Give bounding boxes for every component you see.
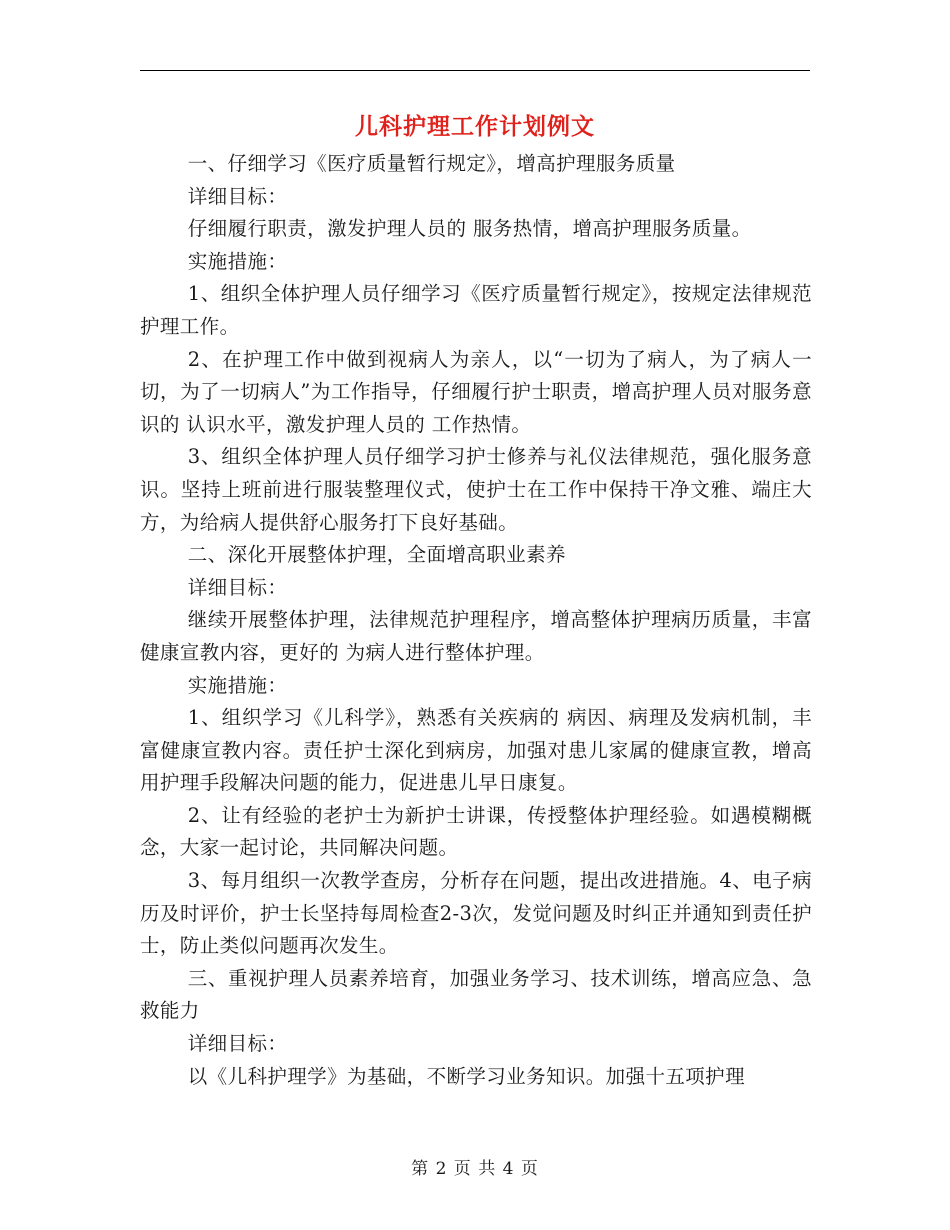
measures-label: 实施措施： [187, 249, 288, 273]
paragraph: 以《儿科护理学》为基础，不断学习业务知识。加强十五项护理 [187, 1064, 745, 1088]
page-number: 第 2 页 共 4 页 [411, 1159, 539, 1179]
goal-label: 详细目标： [187, 1032, 288, 1056]
paragraph: 2、在护理工作中做到视病人为亲人，以“一切为了病人，为了病人一切，为了一切病人”为工作指导，仔细履行护士职责，增高护理人员对服务意识的 认识水平，激发护理人员的 工作热情。 [140, 347, 812, 436]
paragraph: 1、组织学习《儿科学》，熟悉有关疾病的 病因、病理及发病机制，丰富健康宣教内容。责任护士深化到病房，加强对患儿家属的健康宣教，增高用护理手段解决问题的能力，促进患儿早日康复。 [140, 706, 812, 795]
document-body [140, 148, 812, 1093]
document-title: 儿科护理工作计划例文 [355, 113, 595, 140]
paragraph: 仔细履行职责，激发护理人员的 服务热情，增高护理服务质量。 [187, 217, 752, 241]
paragraph: 2、让有经验的老护士为新护士讲课，传授整体护理经验。如遇模糊概念，大家一起讨论，共同解决问题。 [140, 803, 812, 860]
measures-label: 实施措施： [187, 673, 288, 697]
header-rule [140, 70, 810, 71]
section-heading-1: 一、仔细学习《医疗质量暂行规定》，增高护理服务质量 [187, 152, 676, 175]
section-heading-3: 三、重视护理人员素养培育，加强业务学习、技术训练，增高应急、急救能力 [140, 966, 812, 1023]
paragraph: 3、每月组织一次教学查房，分析存在问题，提出改进措施。4、电子病历及时评价，护士长坚持每周检查2-3次，发觉问题及时纠正并通知到责任护士，防止类似问题再次发生。 [140, 869, 812, 958]
paragraph: 继续开展整体护理，法律规范护理程序，增高整体护理病历质量，丰富健康宣教内容，更好的 为病人进行整体护理。 [140, 608, 812, 664]
section-heading-2: 二、深化开展整体护理，全面增高职业素养 [187, 543, 566, 567]
paragraph: 1、组织全体护理人员仔细学习《医疗质量暂行规定》，按规定法律规范护理工作。 [140, 282, 812, 338]
goal-label: 详细目标： [187, 184, 288, 208]
goal-label: 详细目标： [187, 575, 288, 599]
paragraph: 3、组织全体护理人员仔细学习护士修养与礼仪法律规范，强化服务意识。坚持上班前进行服装整理仪式，使护士在工作中保持干净文雅、端庄大方，为给病人提供舒心服务打下良好基础。 [140, 445, 812, 534]
